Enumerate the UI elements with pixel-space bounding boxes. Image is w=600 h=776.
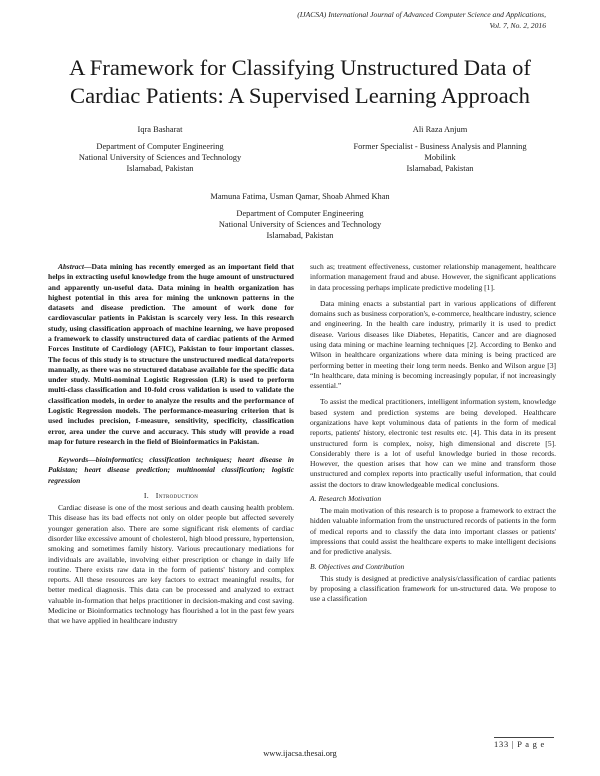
keywords-label: Keywords xyxy=(58,455,89,465)
subsection-heading-motivation: A. Research Motivation xyxy=(310,493,382,503)
paragraph: This study is designed at predictive analysis/classification of cardiac patients by proposing a classification framework for un-structured data. We propose to use a classification xyxy=(310,573,556,604)
page-number: 133 | P a g e xyxy=(494,740,546,749)
author-block-right xyxy=(320,124,560,174)
keywords xyxy=(48,455,294,486)
title-line-2: Cardiac Patients: A Supervised Learning Approach xyxy=(70,82,530,108)
author-affiliation: Islamabad, Pakistan xyxy=(266,231,334,240)
paragraph: To assist the medical practitioners, intelligent information system, knowledge based system and prediction systems are being developed. Healthcare organizations have kept voluminous data of patients in the form of medical reports, patients' history, electronic test results etc. [4]. This data in its present unstructured form is complex, noisy, high dimensional and discrete [5]. Considerably there is a lot of useful knowledge buried in those records. However, the question arises that how can we mine and transform those unstructured and complex reports into practically useful information, that could assist the doctors to draw knowledgeable medical conclusions. xyxy=(310,397,556,489)
abstract-label: Abstract xyxy=(58,262,84,271)
author-name: Ali Raza Anjum xyxy=(412,125,468,134)
section-title: Introduction xyxy=(155,490,199,500)
author-affiliation: National University of Sciences and Technology xyxy=(218,220,382,229)
author-name: Iqra Basharat xyxy=(137,125,183,134)
right-column xyxy=(310,262,556,605)
author-affiliation: Department of Computer Engineering xyxy=(96,142,224,151)
journal-line-1: (IJACSA) International Journal of Advanced Computer Science and Applications, xyxy=(297,10,546,19)
keywords-text: —bioinformatics; classification techniques; heart disease in Pakistan; heart disease prediction; multinomial classification; logistic regression xyxy=(48,455,294,485)
journal-line-2: Vol. 7, No. 2, 2016 xyxy=(489,20,546,30)
author-affiliation: Former Specialist - Business Analysis and Planning xyxy=(353,142,527,151)
author-affiliation: National University of Sciences and Technology xyxy=(78,153,242,162)
author-affiliation: Department of Computer Engineering xyxy=(236,209,364,218)
paragraph: The main motivation of this research is to propose a framework to extract the hidden valuable information from the unstructured records of patients in the form of medical reports and to classify the data into important classes or patients' impressions that could assist the healthcare experts to make intelligent decisions and for predictive analysis. xyxy=(310,506,556,557)
journal-header xyxy=(216,10,546,31)
abstract xyxy=(48,262,294,447)
journal-website: www.ijacsa.thesai.org xyxy=(263,749,337,758)
paper-title xyxy=(30,54,570,109)
section-number: I. xyxy=(143,490,150,500)
author-name: Mamuna Fatima, Usman Qamar, Shoab Ahmed Khan xyxy=(210,192,390,201)
title-line-1: A Framework for Classifying Unstructured Data of xyxy=(69,55,531,80)
footer-rule xyxy=(494,737,554,738)
section-heading-intro xyxy=(48,491,294,501)
paragraph: Data mining enacts a substantial part in various applications of different domains such as business corporation's, e-commerce, healthcare industry, science and engineering. In the health care industry, primarily it is used to predict disease. Various diseases like Diabetes, Hepatitis, Cancer and are diagnosed using data mining or machine learning techniques [2]. According to Benko and Wilson in healthcare organizations where data mining is being practiced are performing better in meeting their long term needs. Benko and Wilson argue [3] “In healthcare, data mining is becoming increasingly popular, if not increasingly essential.” xyxy=(310,298,556,391)
author-affiliation: Mobilink xyxy=(424,153,456,162)
abstract-text: —Data mining has recently emerged as an important field that helps in extracting useful knowledge from the huge amount of unstructured and apparently un-useful data. Data mining in health organization has highest potential in this area for mining the unknown patterns in the datasets and disease prediction. The amount of work done for cardiovascular patients in Pakistan is scarcely very less. In this research study, using classification approach of machine learning, we have proposed a framework to classify unstructured data of cardiac patients of the Armed Forces Institute of Cardiology (AFIC), Pakistan to four important classes. The focus of this study is to structure the unstructured medical data/reports manually, as there was no structured database available for the specific data under study. Multi-nominal Logistic Regression (LR) is used to perform multi-class classification and 10-fold cross validation is used to validate the classification models, in order to analyze the results and the performance of Logistic Regression models. The performance-measuring criterion that is used includes precision, f-measure, sensitivity, specificity, classification error, area under the curve and accuracy. This study will provide a road map for future research in the field of Bioinformatics in Pakistan. xyxy=(48,262,294,446)
author-affiliation: Islamabad, Pakistan xyxy=(126,164,194,173)
left-column xyxy=(48,262,294,627)
paragraph-continued: such as; treatment effectiveness, customer relationship management, healthcare information management fraud and abuse. However, the significant applications in data processing perhaps implicate predictive modeling [1]. xyxy=(310,262,556,292)
intro-paragraph: Cardiac disease is one of the most serious and death causing health problem. This disease has its bad effects not only on older people but affected severely younger generation also. There are some significant risk elements of cardiac disorder like excessive amount of cholesterol, high blood pressure, hypertension, smoking and sometimes family history. Various precautionary mediations for individuals are available, involving either prescription or change in daily life routine. There exists raw data in the form of patients' history and complex reports. All these resources are key factors to extract meaningful results, for better medical diagnosis. This data can be processed and analyzed to extract valuable in-formation that helps practitioner in decision-making and cost saving. Medicine or Bioinformatics technology has flourished a lot in the past few years that we have applied in healthcare industry xyxy=(48,503,294,626)
author-block-center xyxy=(150,191,450,241)
author-affiliation: Islamabad, Pakistan xyxy=(406,164,474,173)
subsection-heading-objectives: B. Objectives and Contribution xyxy=(310,561,405,571)
author-block-left xyxy=(40,124,280,174)
